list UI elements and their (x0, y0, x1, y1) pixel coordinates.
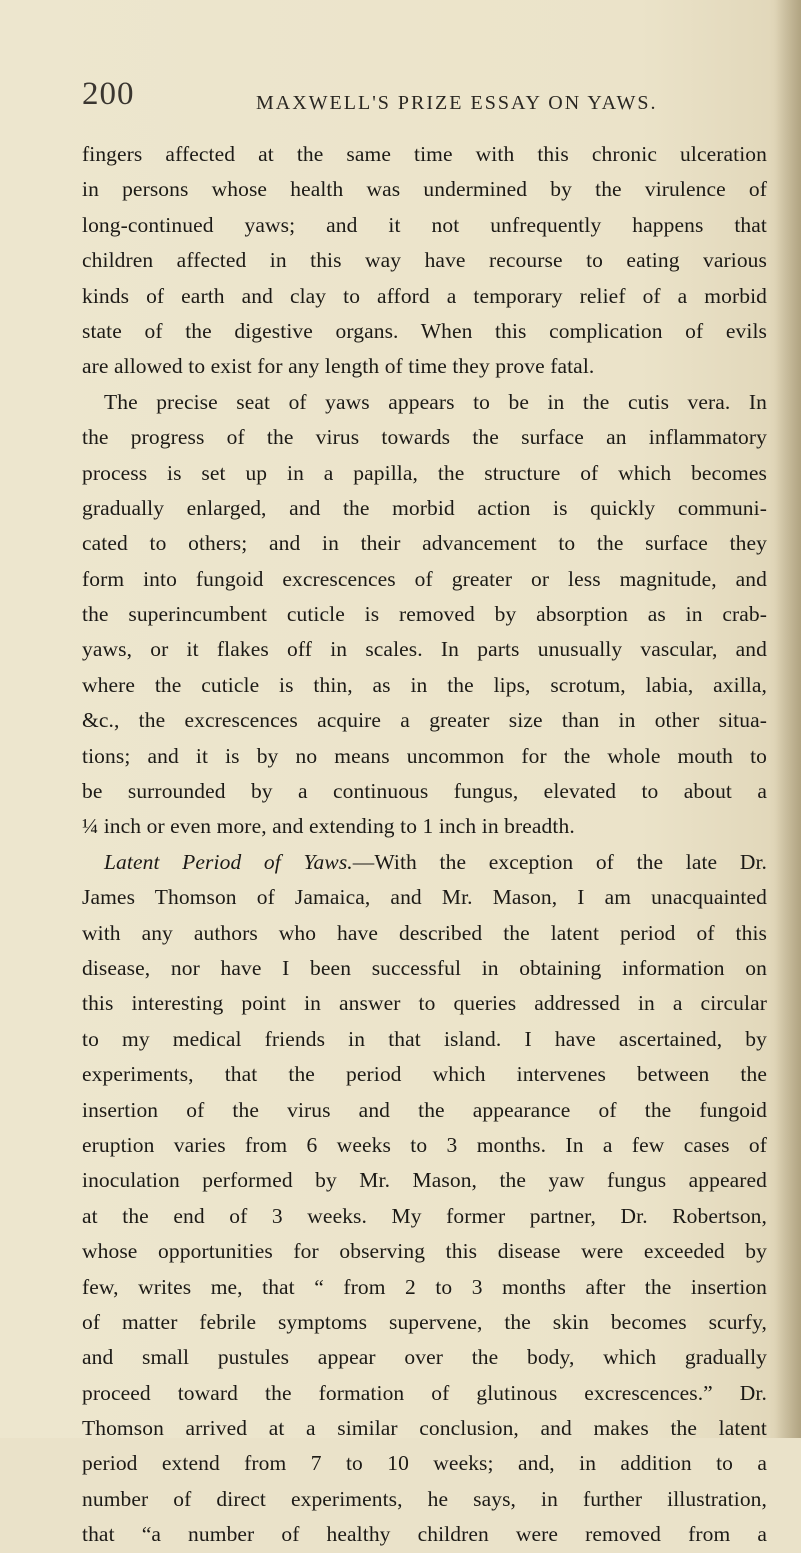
text-line: number of direct experiments, he says, in further illustration, (82, 1486, 767, 1511)
body-text (82, 137, 767, 1553)
text-line: inoculation performed by Mr. Mason, the yaw fungus appeared (82, 1168, 767, 1193)
text-line: cated to others; and in their advancement to the surface they (82, 531, 767, 556)
text-line: be surrounded by a continuous fungus, elevated to about a (82, 779, 767, 804)
text-line: children affected in this way have recourse to eating various (82, 248, 767, 273)
page-edge-shadow (775, 0, 801, 1438)
text-line: of matter febrile symptoms supervene, the skin becomes scurfy, (82, 1309, 767, 1334)
text-line: to my medical friends in that island. I have ascertained, by (82, 1026, 767, 1051)
page-header (0, 76, 801, 116)
text-line: long-continued yaws; and it not unfrequently happens that (82, 212, 767, 237)
text-line: James Thomson of Jamaica, and Mr. Mason, I am unacquainted (82, 885, 767, 910)
text-line: disease, nor have I been successful in obtaining information on (82, 955, 767, 980)
text-line: in persons whose health was undermined by the virulence of (82, 177, 767, 202)
text-line: The precise seat of yaws appears to be in the cutis vera. In (104, 389, 767, 414)
text-line: at the end of 3 weeks. My former partner, Dr. Robertson, (82, 1203, 767, 1228)
text-line: yaws, or it flakes off in scales. In parts unusually vascular, and (82, 637, 767, 662)
text-line: the superincumbent cuticle is removed by absorption as in crab- (82, 602, 767, 627)
text-line: the progress of the virus towards the surface an inflammatory (82, 425, 767, 450)
section-heading: Latent Period of Yaws. (104, 849, 353, 874)
text-line: that “a number of healthy children were removed from a (82, 1522, 767, 1547)
text-line: this interesting point in answer to queries addressed in a circular (82, 991, 767, 1016)
text-line: tions; and it is by no means uncommon for the whole mouth to (82, 743, 767, 768)
text-line: are allowed to exist for any length of time they prove fatal. (82, 354, 595, 379)
running-title: MAXWELL'S PRIZE ESSAY ON YAWS. (256, 92, 658, 114)
text-line: ¼ inch or even more, and extending to 1 inch in breadth. (82, 814, 575, 839)
text-line: and small pustules appear over the body, which gradually (82, 1345, 767, 1370)
page-number: 200 (82, 76, 135, 112)
text-line: &c., the excrescences acquire a greater size than in other situa- (82, 708, 767, 733)
text-line: with any authors who have described the latent period of this (82, 920, 767, 945)
text-line: eruption varies from 6 weeks to 3 months. In a few cases of (82, 1132, 767, 1157)
text-line: form into fungoid excrescences of greater or less magnitude, and (82, 566, 767, 591)
text-line: Thomson arrived at a similar conclusion, and makes the latent (82, 1416, 767, 1441)
text-line-with-heading (82, 845, 767, 880)
text-line: whose opportunities for observing this disease were exceeded by (82, 1239, 767, 1264)
text-line: process is set up in a papilla, the structure of which becomes (82, 460, 767, 485)
text-line: fingers affected at the same time with this chronic ulceration (82, 142, 767, 166)
text-line: insertion of the virus and the appearance of the fungoid (82, 1097, 767, 1122)
text-line: where the cuticle is thin, as in the lips, scrotum, labia, axilla, (82, 672, 767, 697)
text-line: gradually enlarged, and the morbid action is quickly communi- (82, 495, 767, 520)
text-line: proceed toward the formation of glutinous excrescences.” Dr. (82, 1380, 767, 1405)
text-line: kinds of earth and clay to afford a temporary relief of a morbid (82, 283, 767, 308)
text-line: —With the exception of the late Dr. (352, 849, 767, 874)
text-line: state of the digestive organs. When this complication of evils (82, 318, 767, 343)
text-line: period extend from 7 to 10 weeks; and, in addition to a (82, 1451, 767, 1476)
text-line: few, writes me, that “ from 2 to 3 months after the insertion (82, 1274, 767, 1299)
text-line: experiments, that the period which intervenes between the (82, 1062, 767, 1087)
